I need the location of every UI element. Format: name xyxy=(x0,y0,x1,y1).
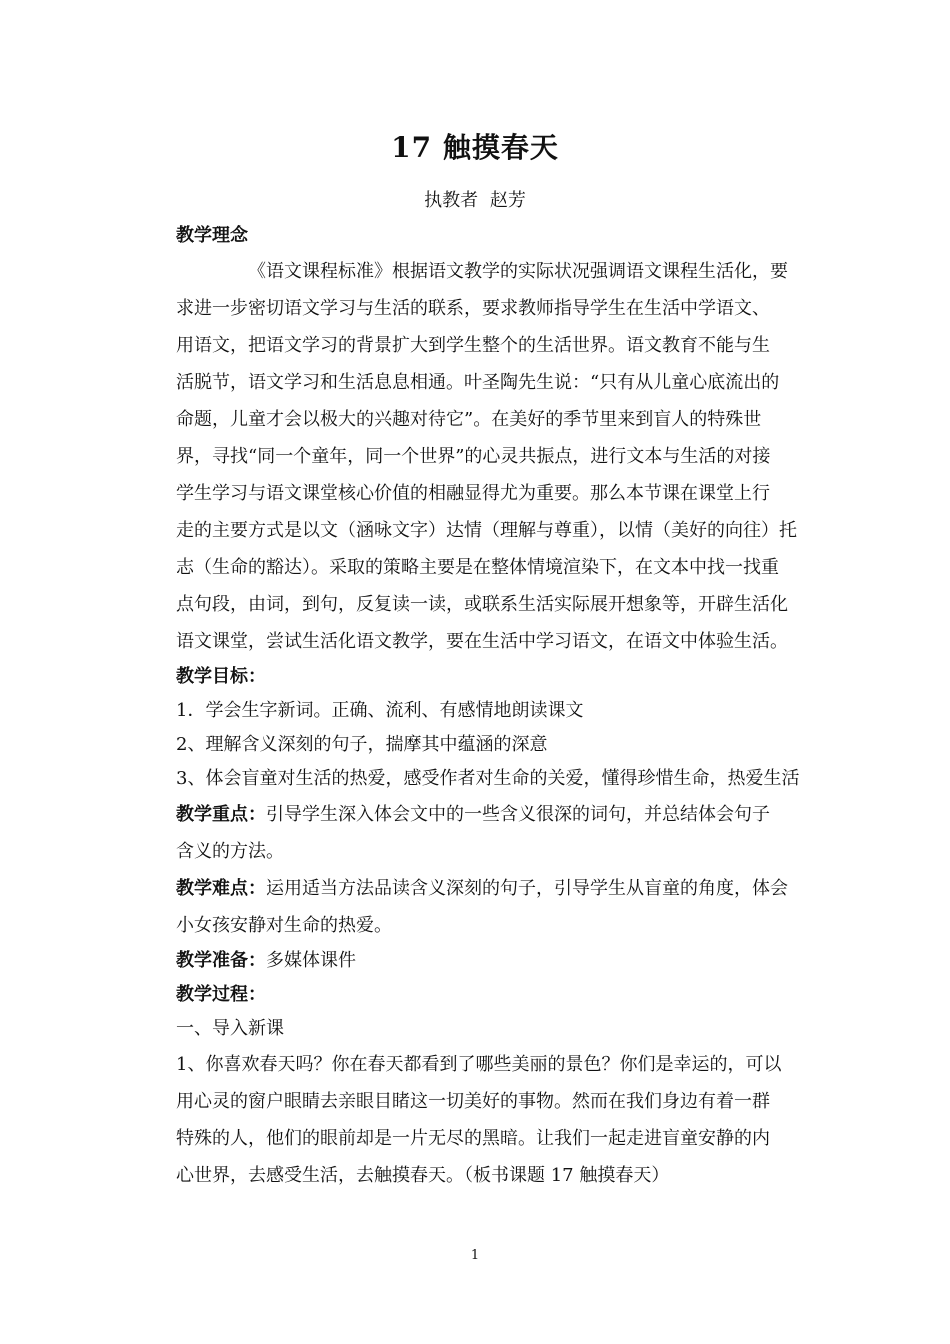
paragraph-line: 活脱节，语文学习和生活息息相通。叶圣陶先生说：“只有从儿童心底流出的 xyxy=(176,372,780,393)
paragraph-line: 志（生命的豁达）。采取的策略主要是在整体情境渲染下，在文本中找一找重 xyxy=(176,557,779,578)
process-section-title: 一、导入新课 xyxy=(176,1018,284,1039)
key-points-continuation: 含义的方法。 xyxy=(176,841,284,862)
difficulties-continuation: 小女孩安静对生命的热爱。 xyxy=(176,915,392,936)
process-heading: 教学过程： xyxy=(176,984,266,1005)
preparation-line xyxy=(176,944,808,978)
page-number: 1 xyxy=(470,1248,480,1263)
process-line: 特殊的人，他们的眼前却是一片无尽的黑暗。让我们一起走进盲童安静的内 xyxy=(176,1128,770,1149)
goal-item: 1．学会生字新词。正确、流利、有感情地朗读课文 xyxy=(176,700,584,721)
difficulties-label: 教学难点： xyxy=(176,878,266,899)
lesson-author: 执教者 赵芳 xyxy=(424,190,526,211)
goals-heading: 教学目标： xyxy=(176,666,266,687)
preparation-label: 教学准备： xyxy=(176,950,266,971)
process-line: 1、你喜欢春天吗？你在春天都看到了哪些美丽的景色？你们是幸运的，可以 xyxy=(176,1054,782,1075)
key-points-text: 引导学生深入体会文中的一些含义很深的词句，并总结体会句子 xyxy=(266,804,770,825)
difficulties-line xyxy=(176,870,808,907)
philosophy-paragraph xyxy=(176,253,808,660)
goal-item: 2、理解含义深刻的句子，揣摩其中蕴涵的深意 xyxy=(176,734,548,755)
philosophy-heading: 教学理念 xyxy=(176,225,248,246)
paragraph-line: 走的主要方式是以文（涵咏文字）达情（理解与尊重），以情（美好的向往）托 xyxy=(176,520,797,541)
paragraph-line: 语文课堂，尝试生活化语文教学，要在生活中学习语文，在语文中体验生活。 xyxy=(176,631,788,652)
paragraph-line: 命题，儿童才会以极大的兴趣对待它”。在美好的季节里来到盲人的特殊世 xyxy=(176,409,762,430)
paragraph-line: 《语文课程标准》根据语文教学的实际状况强调语文课程生活化，要 xyxy=(248,261,788,282)
process-line: 心世界，去感受生活，去触摸春天。（板书课题 17 触摸春天） xyxy=(176,1165,670,1186)
goal-item: 3、体会盲童对生活的热爱，感受作者对生命的关爱，懂得珍惜生命，热爱生活 xyxy=(176,768,800,789)
paragraph-line: 学生学习与语文课堂核心价值的相融显得尤为重要。那么本节课在课堂上行 xyxy=(176,483,770,504)
paragraph-line: 界，寻找“同一个童年，同一个世界”的心灵共振点，进行文本与生活的对接 xyxy=(176,446,771,467)
lesson-title: 17 触摸春天 xyxy=(391,131,559,164)
key-points-label: 教学重点： xyxy=(176,804,266,825)
paragraph-line: 用语文，把语文学习的背景扩大到学生整个的生活世界。语文教育不能与生 xyxy=(176,335,770,356)
preparation-text: 多媒体课件 xyxy=(266,950,356,971)
process-line: 用心灵的窗户眼睛去亲眼目睹这一切美好的事物。然而在我们身边有着一群 xyxy=(176,1091,770,1112)
difficulties-text: 运用适当方法品读含义深刻的句子，引导学生从盲童的角度，体会 xyxy=(266,878,788,899)
paragraph-line: 求进一步密切语文学习与生活的联系，要求教师指导学生在生活中学语文、 xyxy=(176,298,770,319)
key-points-line xyxy=(176,796,808,833)
paragraph-line: 点句段，由词，到句，反复读一读，或联系生活实际展开想象等，开辟生活化 xyxy=(176,594,788,615)
lesson-body xyxy=(176,219,808,1194)
